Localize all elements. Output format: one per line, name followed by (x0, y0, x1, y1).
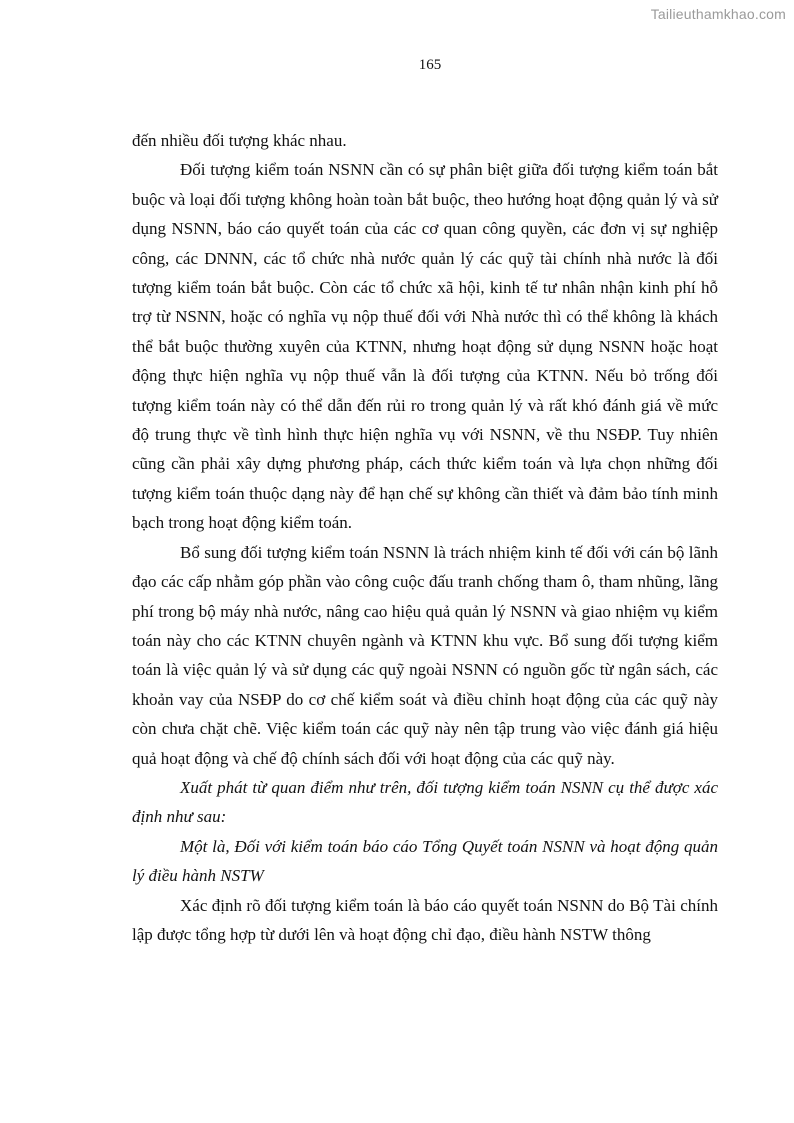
paragraph-audit-subjects: Đối tượng kiểm toán NSNN cần có sự phân biệt giữa đối tượng kiểm toán bắt buộc và loại đối tượng không hoàn toàn bắt buộc, theo hướng hoạt động quản lý và sử dụng NSNN, báo cáo quyết toán của các cơ quan công quyền, các đơn vị sự nghiệp công, các DNNN, các tổ chức nhà nước quản lý các quỹ tài chính nhà nước là đối tượng kiểm toán bắt buộc. Còn các tổ chức xã hội, kinh tế tư nhân nhận kinh phí hỗ trợ từ NSNN, hoặc có nghĩa vụ nộp thuế đối với Nhà nước thì có thể không là khách thể bắt buộc thường xuyên của KTNN, nhưng hoạt động sử dụng NSNN hoặc hoạt động thực hiện nghĩa vụ nộp thuế vẫn là đối tượng của KTNN. Nếu bỏ trống đối tượng kiểm toán này có thể dẫn đến rủi ro trong quản lý và rất khó đánh giá về mức độ trung thực về tình hình thực hiện nghĩa vụ với NSNN, về thu NSĐP. Tuy nhiên cũng cần phải xây dựng phương pháp, cách thức kiểm toán và lựa chọn những đối tượng kiểm toán thuộc dạng này để hạn chế sự không cần thiết và đảm bảo tính minh bạch trong hoạt động kiểm toán. (132, 160, 718, 533)
watermark: Tailieuthamkhao.com (650, 6, 786, 22)
paragraph-premise: Xuất phát từ quan điểm như trên, đối tượng kiểm toán NSNN cụ thể được xác định như sau: (132, 777, 718, 827)
paragraph-first-point-body: Xác định rõ đối tượng kiểm toán là báo cáo quyết toán NSNN do Bộ Tài chính lập được tổng hợp từ dưới lên và hoạt động chỉ đạo, điều hành NSTW thông (132, 895, 718, 944)
paragraph-first-point-heading: Một là, Đối với kiểm toán báo cáo Tổng Quyết toán NSNN và hoạt động quản lý điều hành NSTW (132, 836, 718, 886)
paragraph-supplement: Bổ sung đối tượng kiểm toán NSNN là trách nhiệm kinh tế đối với cán bộ lãnh đạo các cấp nhằm góp phần vào công cuộc đấu tranh chống tham ô, tham nhũng, lãng phí trong bộ máy nhà nước, nâng cao hiệu quả quản lý NSNN và giao nhiệm vụ kiểm toán này cho các KTNN chuyên ngành và KTNN khu vực. Bổ sung đối tượng kiểm toán là việc quản lý và sử dụng các quỹ ngoài NSNN có nguồn gốc từ ngân sách, các khoản vay của NSĐP do cơ chế kiểm soát và điều chỉnh hoạt động của các quỹ này còn chưa chặt chẽ. Việc kiểm toán các quỹ này nên tập trung vào việc đánh giá hiệu quả hoạt động và chế độ chính sách đối với hoạt động của các quỹ này. (132, 542, 718, 768)
paragraph-continuation: đến nhiều đối tượng khác nhau. (132, 131, 347, 150)
page-number: 165 (418, 57, 442, 73)
document-body (132, 126, 718, 949)
